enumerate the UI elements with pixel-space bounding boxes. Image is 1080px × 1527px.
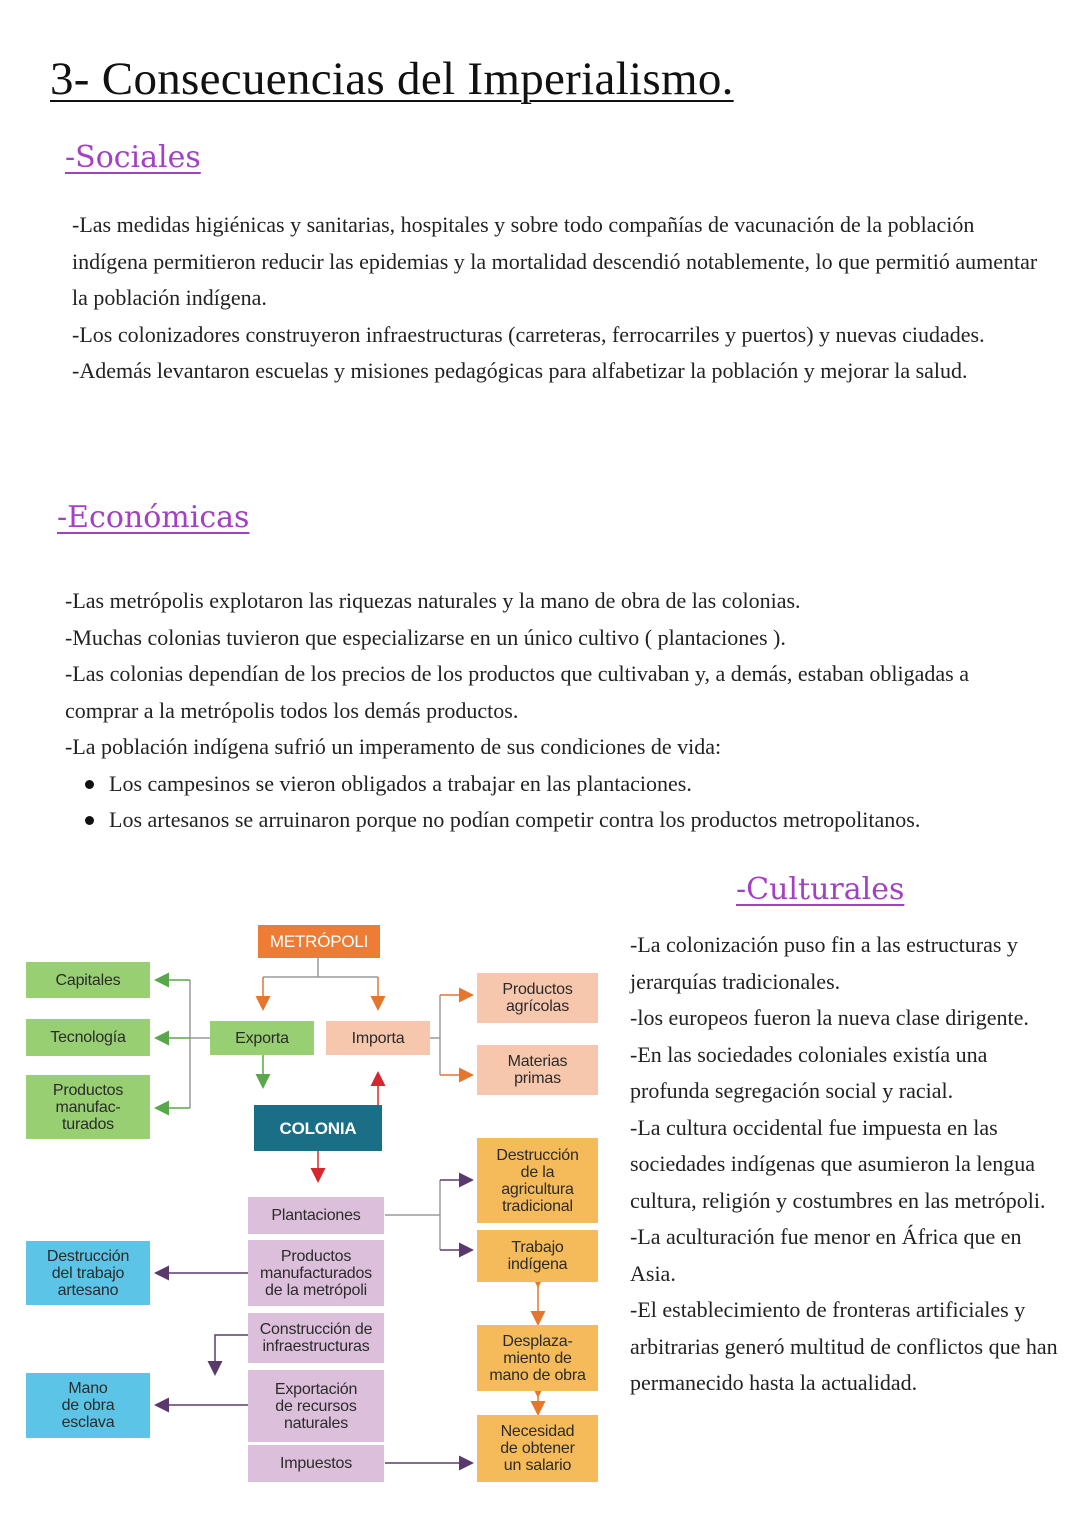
node-importa: Importa [326,1021,430,1055]
connector-line [385,1180,440,1250]
node-productos-agricolas: Productos agrícolas [477,973,598,1023]
node-desplazamiento: Desplaza- miento de mano de obra [477,1325,598,1391]
sociales-text [72,207,1047,390]
node-materias-primas: Materias primas [477,1045,598,1095]
node-colonia: COLONIA [254,1105,382,1151]
node-impuestos: Impuestos [248,1445,384,1482]
bullet-item: Los campesinos se vieron obligados a trabajar en las plantaciones. [65,766,1045,803]
bullet-item: Los artesanos se arruinaron porque no podían competir contra los productos metropolitanos. [65,802,1045,839]
node-tecnologia: Tecnología [26,1019,150,1056]
connector-line [190,980,210,1108]
economicas-paragraph: -Las metrópolis explotaron las riquezas naturales y la mano de obra de las colonias. [65,588,801,613]
economicas-paragraph: -Las colonias dependían de los precios de los productos que cultivaban y, a demás, estaban obligadas a comprar a la metrópolis todos los demás productos. [65,661,969,723]
culturales-paragraph: -La cultura occidental fue impuesta en las sociedades indígenas que asumieron la lengua cultura, religión y costumbres en las metrópoli. [630,1114,1046,1213]
economicas-heading: -Económicas [57,500,250,535]
culturales-paragraph: -La colonización puso fin a las estructuras y jerarquías tradicionales. [630,932,1018,994]
culturales-text [630,927,1070,1402]
node-trabajo-indigena: Trabajo indígena [477,1230,598,1282]
culturales-paragraph: -La aculturación fue menor en África que en Asia. [630,1224,1022,1286]
sociales-paragraph: -Los colonizadores construyeron infraestructuras (carreteras, ferrocarriles y puertos) y nuevas ciudades. [72,321,985,347]
connector-line [430,995,440,1075]
sociales-paragraph: -Las medidas higiénicas y sanitarias, hospitales y sobre todo compañías de vacunación de la población indígena permitieron reducir las epidemias y la mortalidad descendió notablemente, lo que permitió aumentar la población indígena. [72,212,1038,310]
culturales-paragraph: -El establecimiento de fronteras artificiales y arbitrarias generó multitud de conflictos que han permanecido hasta la actualidad. [630,1297,1058,1395]
node-capitales: Capitales [26,962,150,998]
culturales-paragraph: -En las sociedades coloniales existía una profunda segregación social y racial. [630,1041,988,1103]
economicas-bullet-list [65,766,1045,839]
node-destruccion-trabajo: Destrucción del trabajo artesano [26,1241,150,1305]
arrow-construccion-down [215,1335,248,1370]
connector-line [263,958,378,977]
culturales-paragraph: -los europeos fueron la nueva clase dirigente. [630,1005,1029,1030]
node-necesidad-salario: Necesidad de obtener un salario [477,1415,598,1482]
page-title: 3- Consecuencias del Imperialismo. [50,53,734,105]
economicas-paragraph: -La población indígena sufrió un imperamento de sus condiciones de vida: [65,734,722,759]
economicas-paragraph: -Muchas colonias tuvieron que especializarse en un único cultivo ( plantaciones ). [65,624,786,650]
node-productos-manufacturados: Productos manufac- turados [26,1075,150,1139]
node-productos-metropoli: Productos manufacturados de la metrópoli [248,1240,384,1306]
node-plantaciones: Plantaciones [248,1197,384,1234]
sociales-paragraph: -Además levantaron escuelas y misiones pedagógicas para alfabetizar la población y mejorar la salud. [72,358,968,383]
imperialism-diagram [0,915,615,1495]
node-mano-obra-esclava: Mano de obra esclava [26,1373,150,1438]
node-exporta: Exporta [210,1021,314,1055]
culturales-heading: -Culturales [736,872,905,907]
node-destruccion-agricultura: Destrucción de la agricultura tradicional [477,1138,598,1223]
sociales-heading: -Sociales [65,140,201,175]
node-exportacion: Exportación de recursos naturales [248,1370,384,1442]
node-metropoli: METRÓPOLI [258,925,380,958]
node-construccion: Construcción de infraestructuras [248,1313,384,1363]
economicas-text [65,583,1045,839]
